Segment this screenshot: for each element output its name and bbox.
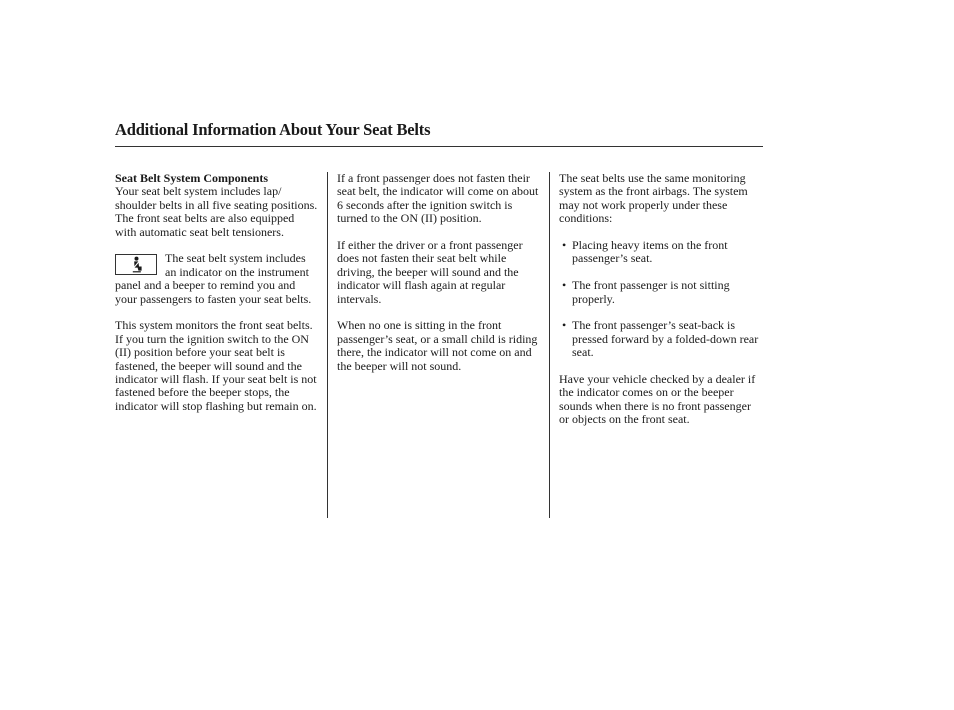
list-item: • The front passenger’s seat-back is pressed forward by a folded-down rear seat. [559,319,763,359]
paragraph-monitoring-system: The seat belts use the same monitoring system as the front airbags. The system may not work properly under these conditions: [559,171,748,226]
section-subheading: Seat Belt System Components [115,171,268,185]
paragraph-monitoring: This system monitors the front seat belts. If you turn the ignition switch to the ON (II) position before your seat belt is fastened, the beeper will sound and the indicator will flash. If your seat belt is not fastened before the beeper stops, the indicator will stop flashing but remain on. [115,318,317,413]
column-divider-2 [549,172,550,518]
column-1 [115,172,318,427]
paragraph-passenger-indicator: If a front passenger does not fasten their seat belt, the indicator will come on about 6 seconds after the ignition switch is turned to the ON (II) position. [337,171,539,226]
paragraph-dealer-check: Have your vehicle checked by a dealer if the indicator comes on or the beeper sounds when there is no front passenger or objects on the front seat. [559,372,756,427]
section-seat-belt-components [115,172,318,239]
paragraph-driving-beeper: If either the driver or a front passenger does not fasten their seat belt while driving, the beeper will sound and the indicator will flash again at regular intervals. [337,238,523,306]
page-title: Additional Information About Your Seat Belts [115,120,431,139]
indicator-text: The seat belt system includes an indicator on the instrument panel and a beeper to remind you and your passengers to fasten your seat belts. [115,251,312,306]
seat-belt-reminder-icon [115,254,157,275]
paragraph-empty-seat: When no one is sitting in the front passenger’s seat, or a small child is riding there, the indicator will not come on and the beeper will not sound. [337,318,538,373]
column-2 [337,172,540,386]
paragraph-indicator [115,252,318,306]
column-divider-1 [327,172,328,518]
list-item: • Placing heavy items on the front passenger’s seat. [559,239,763,266]
title-rule [115,146,763,147]
paragraph-components: Your seat belt system includes lap/ shoulder belts in all five seating positions. The front seat belts are also equipped with automatic seat belt tensioners. [115,184,318,239]
conditions-list [559,239,763,360]
list-item: • The front passenger is not sitting properly. [559,279,763,306]
column-3 [559,172,763,440]
